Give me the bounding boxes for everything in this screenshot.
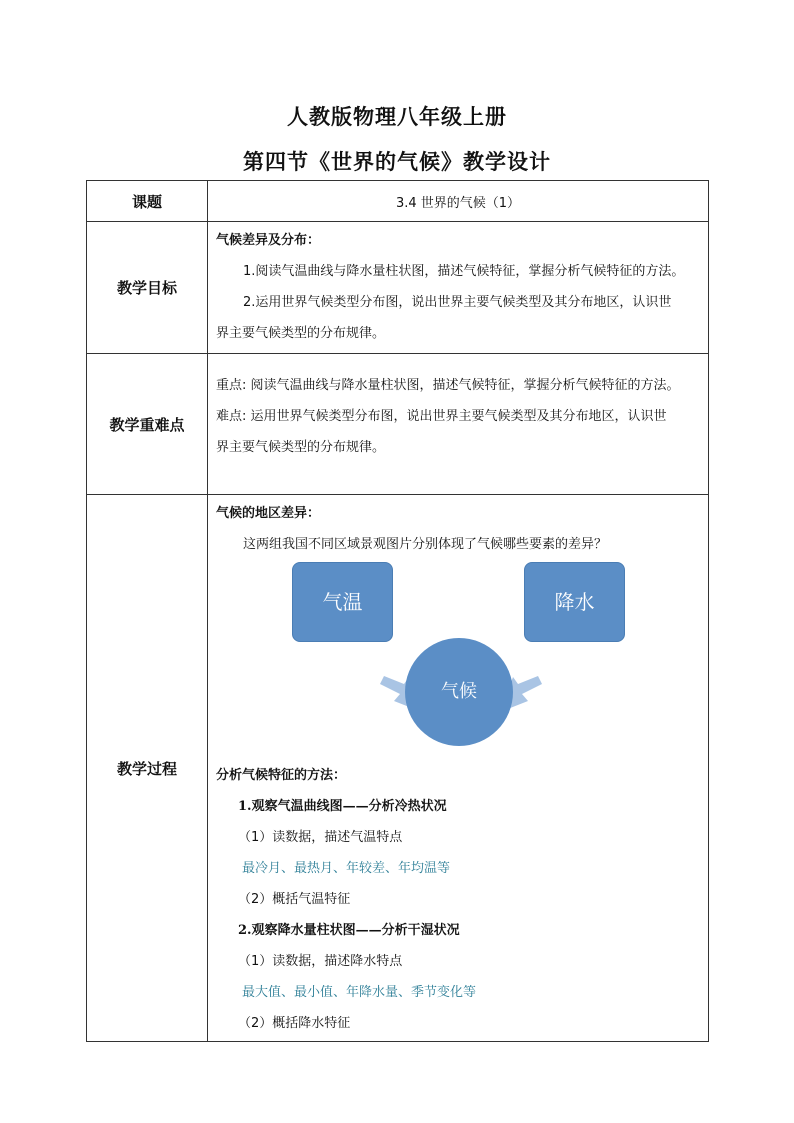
key-point-line-2: 难点: 运用世界气候类型分布图，说出世界主要气候类型及其分布地区，认识世	[216, 409, 667, 424]
node-climate: 气候	[405, 638, 513, 746]
table-row-process	[87, 495, 709, 1042]
process-label: 教学过程	[87, 495, 208, 1042]
process-step-2-hint: 最大值、最小值、年降水量、季节变化等	[242, 985, 477, 1000]
document-title: 人教版物理八年级上册	[287, 104, 507, 129]
process-heading-2: 分析气候特征的方法：	[216, 768, 347, 783]
process-step-2a: （1）读数据，描述降水特点	[238, 954, 403, 969]
table-row-key-points	[87, 354, 709, 495]
lesson-plan-table	[86, 180, 709, 1042]
goals-heading: 气候差异及分布：	[216, 233, 321, 248]
table-row-topic	[87, 181, 709, 222]
process-step-1: 1.观察气温曲线图——分析冷热状况	[238, 799, 447, 814]
goals-content	[208, 222, 709, 354]
topic-label: 课题	[87, 181, 208, 222]
table-row-goals	[87, 222, 709, 354]
process-question: 这两组我国不同区域景观图片分别体现了气候哪些要素的差异？	[243, 537, 608, 552]
goal-item-1: 1.阅读气温曲线与降水量柱状图，描述气候特征，掌握分析气候特征的方法。	[243, 264, 685, 279]
process-step-1a: （1）读数据，描述气温特点	[238, 830, 403, 845]
process-step-2b: （2）概括降水特征	[238, 1016, 351, 1031]
process-step-1-hint: 最冷月、最热月、年较差、年均温等	[242, 861, 451, 876]
key-point-line-3: 界主要气候类型的分布规律。	[216, 440, 386, 455]
goal-item-2: 2.运用世界气候类型分布图，说出世界主要气候类型及其分布地区，认识世	[243, 295, 672, 310]
climate-diagram	[216, 562, 702, 760]
goal-item-2-cont: 界主要气候类型的分布规律。	[216, 326, 386, 341]
node-precipitation: 降水	[524, 562, 625, 642]
key-point-line-1: 重点: 阅读气温曲线与降水量柱状图，描述气候特征，掌握分析气候特征的方法。	[216, 378, 680, 393]
process-content	[208, 495, 709, 1042]
goals-label: 教学目标	[87, 222, 208, 354]
document-subtitle: 第四节《世界的气候》教学设计	[243, 149, 551, 174]
key-points-label: 教学重难点	[87, 354, 208, 495]
node-temperature: 气温	[292, 562, 393, 642]
key-points-content	[208, 354, 709, 495]
topic-value: 3.4 世界的气候（1）	[208, 181, 709, 222]
process-heading-1: 气候的地区差异：	[216, 506, 321, 521]
process-step-1b: （2）概括气温特征	[238, 892, 351, 907]
process-step-2: 2.观察降水量柱状图——分析干湿状况	[238, 923, 460, 938]
